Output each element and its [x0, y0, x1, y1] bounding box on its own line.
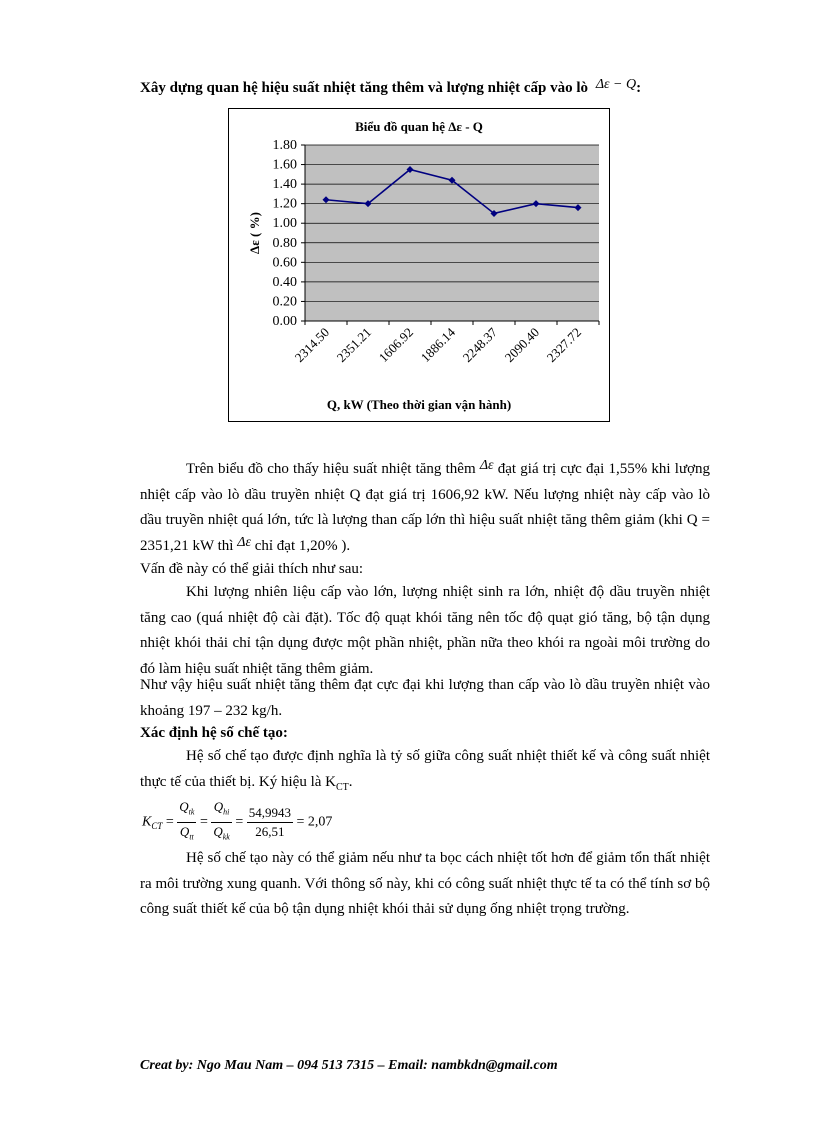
paragraph-chart-analysis — [140, 457, 710, 559]
p1-text-c: chỉ đạt 1,20% ). — [254, 537, 351, 554]
chart-title: Biểu đồ quan hệ Δε - Q — [355, 119, 483, 134]
paragraph-explanation: Khi lượng nhiên liệu cấp vào lớn, lượng nhiệt sinh ra lớn, nhiệt độ dầu truyền nhiệt tăng cao (quá nhiệt độ cài đặt). Tốc độ quạt khói tăng nên tốc độ quạt gió tăng, bộ tận dụng nhiệt khói thải chỉ tận dụng được một phần nhiệt, phần nữa theo khói ra ngoài môi trường do đó làm hiệu suất nhiệt tăng thêm giảm. — [140, 584, 710, 677]
p1-text-b: đạt giá trị cực đại 1,55% khi lượng nhiệt cấp vào lò dầu truyền nhiệt Q đạt giá trị 1606,92 kW. Nếu lượng nhiệt này cấp vào lò dầu truyền nhiệt quá lớn, tức là lượng than cấp lớn thì hiệu suất nhiệt tăng thêm giảm (khi Q = 2351,21 kW thì — [140, 461, 711, 554]
x-tick-label: 2314.50 — [291, 324, 333, 365]
fraction-hi-kk — [211, 798, 232, 846]
f1-num-sub: tk — [188, 807, 195, 817]
y-tick-label: 0.00 — [272, 314, 297, 329]
f2-den-sub: kk — [222, 832, 230, 842]
x-tick-label: 2327.72 — [543, 324, 585, 365]
chart-container — [228, 108, 610, 422]
p5-text: Hệ số chế tạo được định nghĩa là tỷ số giữa công suất nhiệt thiết kế và công suất nhiệt thực tế của thiết bị. Ký hiệu là K — [140, 748, 710, 790]
x-tick-label: 2248.37 — [459, 324, 501, 365]
section-heading-coefficient: Xác định hệ số chế tạo: — [140, 725, 288, 741]
y-tick-label: 1.80 — [272, 138, 297, 153]
f3-num: 54,9943 — [247, 804, 293, 823]
paragraph-coefficient-definition — [140, 744, 710, 800]
x-axis-ticks — [292, 321, 599, 365]
paragraph-conclusion: Như vậy hiệu suất nhiệt tăng thêm đạt cực đại khi lượng than cấp vào lò dầu truyền nhiệt vào khoảng 197 – 232 kg/h. — [140, 677, 710, 719]
y-axis-label: Δε ( %) — [247, 212, 262, 254]
line-chart — [229, 109, 609, 421]
y-tick-label: 1.60 — [272, 157, 297, 173]
equals-sign-3: = — [235, 814, 244, 830]
x-tick-label: 2351.21 — [333, 324, 375, 365]
f2-num: Q — [213, 799, 224, 814]
p5-subscript: CT — [336, 781, 349, 793]
y-tick-label: 0.60 — [272, 255, 297, 271]
f2-num-sub: hi — [223, 807, 230, 817]
p5-end: . — [348, 773, 353, 790]
y-tick-label: 0.80 — [272, 235, 297, 251]
heading-text: Xây dựng quan hệ hiệu suất nhiệt tăng thêm và lượng nhiệt cấp vào lò — [140, 80, 589, 96]
delta-epsilon-symbol: Δε — [479, 458, 494, 473]
delta-q-symbol: Δε − Q — [595, 77, 637, 92]
heading-colon: : — [636, 80, 642, 96]
formula-result: 2,07 — [307, 814, 333, 830]
y-axis-ticks — [273, 138, 306, 329]
x-tick-label: 1886.14 — [417, 324, 459, 365]
f1-den-sub: tt — [189, 832, 194, 842]
plot-area — [305, 145, 599, 321]
f1-num: Q — [179, 799, 189, 814]
x-tick-label: 1606.92 — [375, 324, 417, 365]
formula-lhs: K — [142, 814, 152, 830]
f3-den: 26,51 — [255, 823, 285, 839]
section-heading-efficiency — [140, 77, 740, 97]
equals-sign-2: = — [199, 814, 208, 830]
equals-sign-4: = — [296, 814, 305, 830]
formula-lhs-sub: CT — [151, 821, 163, 832]
page-footer: Creat by: Ngo Mau Nam – 094 513 7315 – Email: nambkdn@gmail.com — [140, 1058, 558, 1073]
x-tick-label: 2090.40 — [501, 324, 543, 365]
y-tick-label: 1.00 — [272, 216, 297, 232]
y-tick-label: 1.40 — [272, 177, 297, 193]
p1-text-a: Trên biểu đồ cho thấy hiệu suất nhiệt tăng thêm — [186, 461, 476, 477]
paragraph-explanation-intro: Vấn đề này có thể giải thích như sau: — [140, 561, 364, 577]
x-axis-label: Q, kW (Theo thời gian vận hành) — [326, 397, 512, 412]
delta-epsilon-symbol-2: Δε — [237, 534, 251, 550]
y-tick-label: 1.20 — [272, 196, 297, 212]
f1-den: Q — [179, 823, 190, 839]
coefficient-formula — [142, 798, 332, 846]
y-tick-label: 0.40 — [272, 274, 297, 290]
paragraph-coefficient-discussion: Hệ số chế tạo này có thể giảm nếu như ta bọc cách nhiệt tốt hơn để giảm tổn thất nhiệt ra môi trường xung quanh. Với thông số này, khi có công suất nhiệt thực tế ta có thể tính sơ bộ công suất thiết kế của bộ tận dụng nhiệt khói thải sử dụng ống nhiệt trọng trường. — [140, 850, 710, 917]
equals-sign: = — [165, 814, 174, 830]
fraction-design-actual — [177, 798, 196, 846]
fraction-values — [247, 804, 293, 841]
f2-den: Q — [213, 823, 223, 839]
y-tick-label: 0.20 — [272, 294, 297, 310]
